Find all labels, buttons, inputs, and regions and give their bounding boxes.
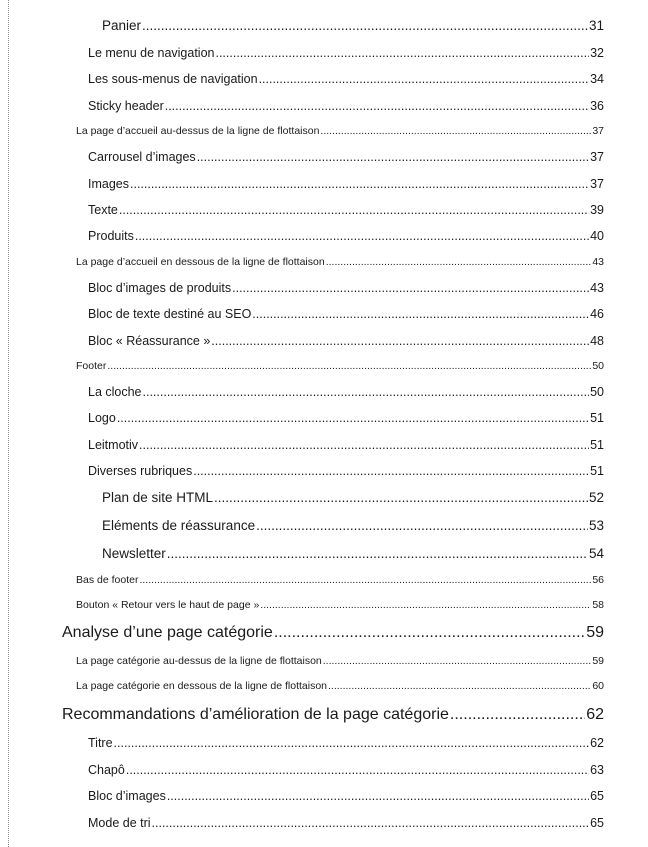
toc-entry-title: Bloc « Réassurance » — [88, 333, 211, 348]
toc-page-number: 56 — [592, 574, 604, 586]
toc-heading-entry[interactable] — [62, 704, 604, 726]
toc-dot-leader — [107, 359, 591, 373]
toc-dot-leader — [256, 516, 588, 535]
toc-entry[interactable] — [88, 228, 604, 245]
toc-entry-title: Panier — [102, 17, 142, 33]
toc-dot-leader — [211, 333, 589, 350]
toc-entry[interactable] — [88, 306, 604, 323]
toc-dot-leader — [167, 788, 589, 805]
toc-entry-title: La page d’accueil en dessous de la ligne de flottaison — [76, 256, 325, 268]
toc-entry[interactable] — [88, 735, 604, 752]
toc-entry-title: Bouton « Retour vers le haut de page » — [76, 599, 260, 611]
toc-entry[interactable] — [88, 437, 604, 454]
toc-page-number: 39 — [590, 202, 604, 217]
toc-page-number: 37 — [592, 125, 604, 137]
toc-page-number: 48 — [590, 333, 604, 348]
toc-entry-title: Plan de site HTML — [102, 489, 214, 505]
toc-entry[interactable] — [88, 815, 604, 832]
toc-entry-title: Images — [88, 176, 129, 191]
toc-entry[interactable] — [88, 333, 604, 350]
toc-page-number: 59 — [592, 655, 604, 667]
toc-entry-title: Footer — [76, 360, 107, 372]
toc-entry-title: Diverses rubriques — [88, 463, 193, 478]
toc-dot-leader — [139, 573, 591, 587]
toc-dot-leader — [260, 598, 591, 612]
toc-entry-title: Carrousel d’images — [88, 149, 196, 164]
toc-heading-entry[interactable] — [62, 622, 604, 644]
toc-page-number: 32 — [590, 45, 604, 60]
toc-entry-title: Analyse d’une page catégorie — [62, 624, 273, 641]
toc-entry-title: Mode de tri — [88, 815, 151, 830]
toc-dot-leader — [130, 176, 589, 193]
toc-dot-leader — [197, 149, 589, 166]
toc-dot-leader — [143, 384, 590, 401]
toc-page-number: 34 — [590, 71, 604, 86]
toc-entry[interactable] — [88, 202, 604, 219]
toc-entry[interactable] — [102, 16, 604, 35]
toc-page-number: 62 — [586, 706, 604, 723]
toc-entry-title: Chapô — [88, 762, 125, 777]
toc-entry[interactable] — [76, 598, 604, 612]
toc-entry[interactable] — [76, 359, 604, 373]
toc-entry[interactable] — [76, 255, 604, 269]
toc-dot-leader — [328, 679, 591, 693]
toc-page-number: 31 — [588, 17, 604, 33]
toc-dot-leader — [142, 16, 588, 35]
toc-dot-leader — [114, 735, 590, 752]
toc-entry[interactable] — [88, 410, 604, 427]
toc-entry[interactable] — [88, 176, 604, 193]
toc-page-number: 51 — [590, 463, 604, 478]
toc-entry-title: Bloc de texte destiné au SEO — [88, 306, 252, 321]
toc-dot-leader — [252, 306, 589, 323]
toc-page-number: 63 — [590, 762, 604, 777]
toc-entry[interactable] — [102, 488, 604, 507]
toc-dot-leader — [259, 71, 590, 88]
toc-dot-leader — [232, 280, 589, 297]
toc-dot-leader — [126, 762, 589, 779]
toc-dot-leader — [274, 622, 585, 644]
toc-entry-title: Titre — [88, 735, 113, 750]
toc-page-number: 53 — [588, 517, 604, 533]
toc-entry-title: Eléments de réassurance — [102, 517, 256, 533]
toc-page-number: 37 — [590, 176, 604, 191]
toc-entry[interactable] — [88, 45, 604, 62]
toc-page-number: 40 — [590, 228, 604, 243]
toc-dot-leader — [326, 255, 592, 269]
toc-page-number: 50 — [592, 360, 604, 372]
toc-dot-leader — [193, 463, 589, 480]
toc-entry-title: Bloc d’images — [88, 788, 166, 803]
toc-entry-title: La page catégorie au-dessus de la ligne de flottaison — [76, 655, 322, 667]
toc-entry-title: Les sous-menus de navigation — [88, 71, 258, 86]
toc-dot-leader — [135, 228, 589, 245]
toc-entry[interactable] — [88, 762, 604, 779]
toc-page-number: 65 — [590, 788, 604, 803]
toc-page-number: 43 — [592, 256, 604, 268]
toc-entry[interactable] — [88, 463, 604, 480]
toc-entry-title: Sticky header — [88, 98, 164, 113]
toc-page-number: 37 — [590, 149, 604, 164]
toc-entry[interactable] — [76, 573, 604, 587]
toc-dot-leader — [139, 437, 589, 454]
toc-entry-title: Leitmotiv — [88, 437, 139, 452]
toc-dot-leader — [152, 815, 590, 832]
toc-entry[interactable] — [88, 788, 604, 805]
toc-dot-leader — [165, 98, 589, 115]
toc-entry-title: La page d’accueil au-dessus de la ligne de flottaison — [76, 125, 320, 137]
toc-entry[interactable] — [88, 280, 604, 297]
toc-entry-title: Bas de footer — [76, 574, 139, 586]
toc-entry-title: Logo — [88, 410, 116, 425]
toc-page-number: 62 — [590, 735, 604, 750]
toc-page-number: 43 — [590, 280, 604, 295]
toc-page-number: 36 — [590, 98, 604, 113]
toc-entry-title: Bloc d’images de produits — [88, 280, 232, 295]
toc-entry-title: Le menu de navigation — [88, 45, 215, 60]
toc-entry-title: La page catégorie en dessous de la ligne de flottaison — [76, 680, 328, 692]
toc-entry-title: Texte — [88, 202, 118, 217]
toc-entry-title: Recommandations d’amélioration de la page catégorie — [62, 706, 449, 723]
toc-dot-leader — [119, 202, 589, 219]
toc-entry[interactable] — [88, 71, 604, 88]
toc-entry-title: Produits — [88, 228, 134, 243]
toc-dot-leader — [215, 45, 589, 62]
toc-page-number: 51 — [590, 410, 604, 425]
toc-dot-leader — [450, 704, 585, 726]
toc-entry[interactable] — [102, 516, 604, 535]
toc-page-number: 54 — [588, 545, 604, 561]
toc-entry-title: Newsletter — [102, 545, 166, 561]
toc-page-number: 59 — [586, 624, 604, 641]
toc-dot-leader — [117, 410, 589, 427]
toc-entry[interactable] — [88, 98, 604, 115]
toc-entry[interactable] — [88, 149, 604, 166]
toc-page-number: 51 — [590, 437, 604, 452]
toc-page-number: 52 — [588, 489, 604, 505]
toc-page-number: 60 — [592, 680, 604, 692]
toc-dot-leader — [320, 124, 591, 138]
toc-entry[interactable] — [76, 679, 604, 693]
toc-entry[interactable] — [76, 124, 604, 138]
toc-page-number: 58 — [592, 599, 604, 611]
toc-entry[interactable] — [76, 654, 604, 668]
toc-entry[interactable] — [102, 544, 604, 563]
toc-entry-title: La cloche — [88, 384, 142, 399]
toc-page-number: 46 — [590, 306, 604, 321]
toc-page-number: 50 — [590, 384, 604, 399]
toc-entry[interactable] — [88, 384, 604, 401]
toc-dot-leader — [214, 488, 588, 507]
toc-page-number: 65 — [590, 815, 604, 830]
toc-dot-leader — [323, 654, 592, 668]
toc-dot-leader — [167, 544, 588, 563]
